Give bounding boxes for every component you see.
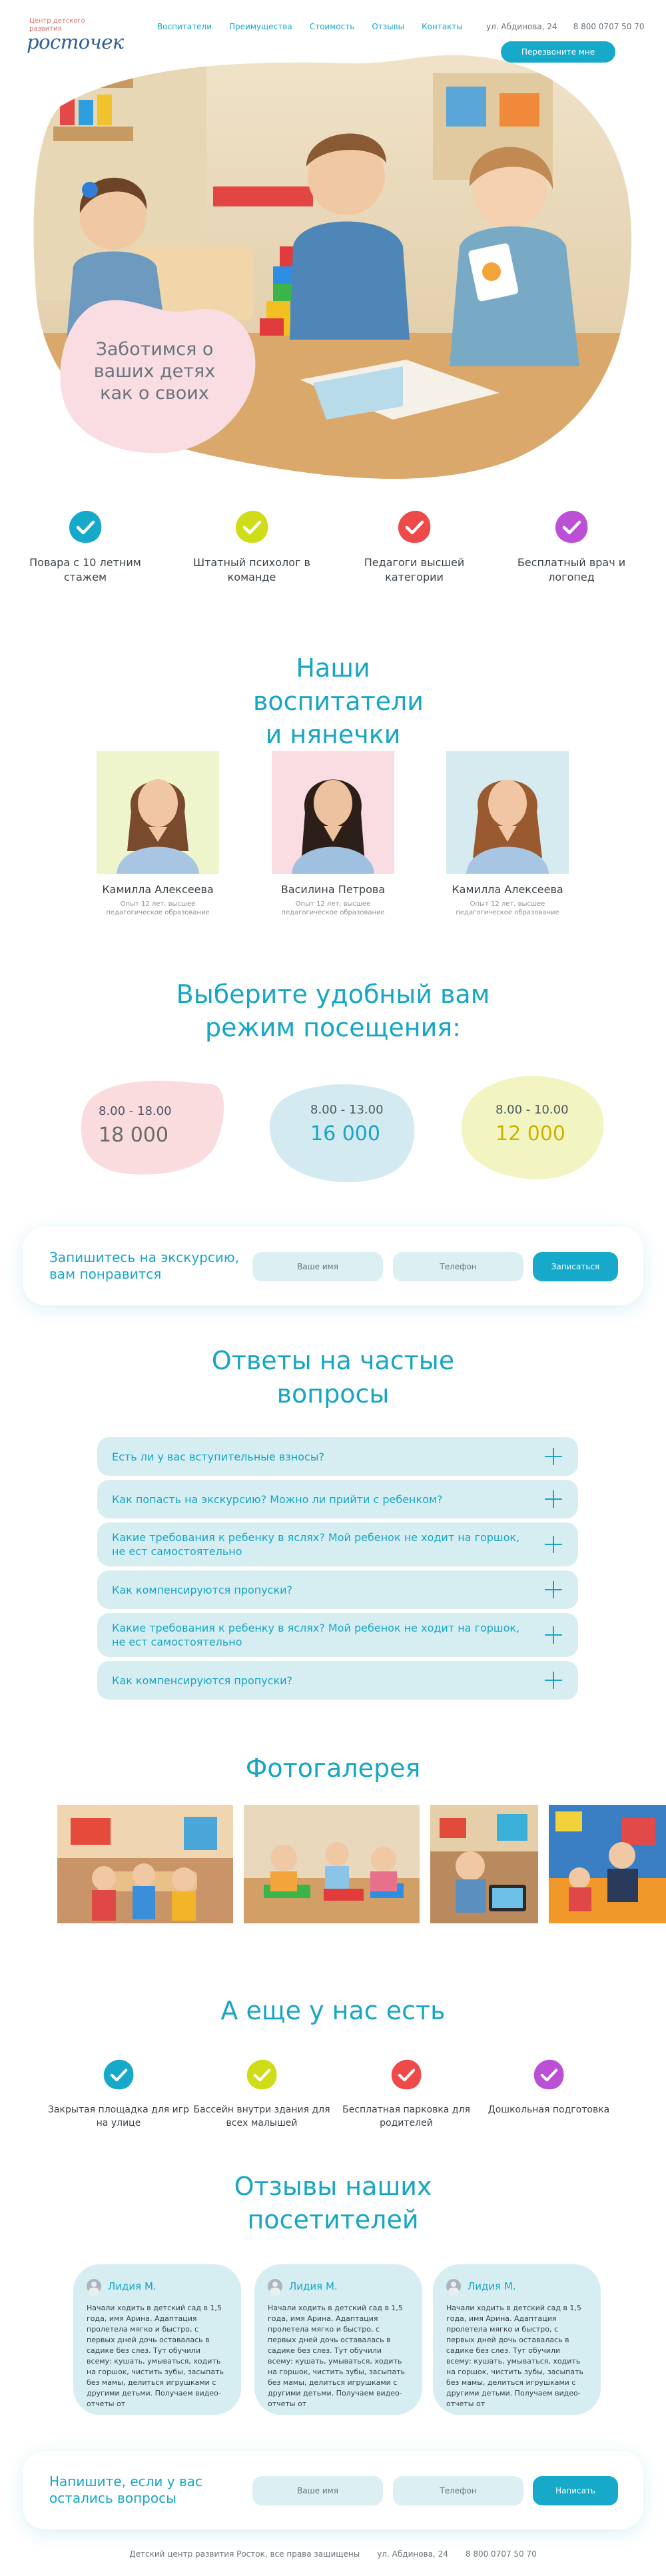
hero-tagline: Заботимся о ваших детях как о своих (93, 339, 216, 404)
teacher-portrait (97, 751, 219, 874)
extra-text: Дошкольная подготовка (488, 2104, 610, 2115)
feature-badge-shape (555, 511, 587, 543)
extra-item (476, 2058, 622, 2116)
question-submit-button[interactable]: Написать (533, 2476, 618, 2505)
footer-copyright: Детский центр развития Росток, все права защищены (129, 2549, 360, 2559)
faq-title: Ответы на частые вопросы (211, 1346, 455, 1409)
nav-item-prices[interactable]: Стоимость (309, 22, 355, 31)
footer-address: ул. Абдинова, 24 (377, 2549, 448, 2559)
price-card[interactable] (99, 1104, 212, 1147)
avatar (268, 2279, 282, 2294)
teacher-portrait (272, 751, 394, 874)
feature-text: Штатный психолог в команде (193, 556, 310, 583)
teachers-title: Наши воспитатели и нянечки (253, 653, 424, 749)
reviews-title: Отзывы наших посетителей (234, 2172, 432, 2234)
plus-icon[interactable] (543, 1489, 563, 1509)
feature-item (505, 509, 638, 585)
feature-badge-shape (69, 511, 101, 543)
check-icon (532, 2058, 565, 2091)
check-icon (396, 509, 432, 545)
avatar (87, 2279, 101, 2294)
logo[interactable]: росточек (27, 31, 124, 53)
review-card (433, 2264, 601, 2415)
name-input[interactable] (252, 1252, 383, 1281)
nav-item-reviews[interactable]: Отзывы (372, 22, 405, 31)
pricing-title: Выберите удобный вам режим посещения: (176, 980, 490, 1042)
check-icon (67, 509, 103, 545)
question-form (23, 2451, 643, 2529)
review-text: Начали ходить в детский сад в 1,5 года, имя Арина. Адаптация пролетела мягко и быстро, с первых дней дочь оставалась в садике без слез. Тут обучили всему: кушать, умываться, ходить на горшок, чистить зубы, засыпать без мамы, делиться игрушками с другими детьми. Получаем видео-отчеты от (268, 2304, 405, 2408)
price-time: 8.00 - 10.00 (496, 1103, 569, 1117)
extra-badge-shape (392, 2060, 422, 2090)
extra-badge-shape (247, 2060, 277, 2090)
check-icon (245, 2058, 278, 2091)
review-author: Лидия М. (289, 2280, 338, 2292)
review-card (254, 2264, 422, 2415)
faq-question: Как компенсируются пропуски? (112, 1583, 293, 1596)
avatar (446, 2279, 461, 2294)
extra-text: Закрытая площадка для игр на улице (48, 2104, 189, 2128)
gallery-image (549, 1805, 666, 1923)
check-icon (102, 2058, 135, 2091)
extra-item (45, 2058, 192, 2130)
question-form-title: Напишите, если у вас остались вопросы (49, 2473, 203, 2506)
teacher-card (441, 751, 574, 917)
check-icon (390, 2058, 423, 2091)
name-input[interactable] (252, 2476, 383, 2505)
extra-badge-shape (534, 2060, 564, 2090)
plus-icon[interactable] (543, 1447, 563, 1466)
price-time: 8.00 - 18.00 (99, 1104, 172, 1118)
feature-badge-shape (236, 511, 268, 543)
feature-item (185, 509, 318, 585)
gallery-photo[interactable] (57, 1805, 233, 1923)
feature-badge-shape (398, 511, 430, 543)
faq-question: Есть ли у вас вступительные взносы? (112, 1450, 324, 1463)
extra-text: Бесплатная парковка для родителей (342, 2104, 470, 2128)
gallery-image (57, 1805, 233, 1923)
plus-icon[interactable] (543, 1625, 563, 1645)
nav-item-contacts[interactable]: Контакты (422, 22, 463, 31)
extra-badge-shape (104, 2060, 134, 2090)
footer (0, 2549, 666, 2559)
price-value: 12 000 (496, 1122, 565, 1145)
extra-item (333, 2058, 480, 2130)
plus-icon[interactable] (543, 1670, 563, 1690)
feature-item (19, 509, 152, 585)
header-contacts (486, 22, 645, 31)
teacher-photo (97, 751, 219, 874)
teacher-name: Василина Петрова (280, 883, 386, 896)
teacher-photo (272, 751, 394, 874)
teacher-card (266, 751, 400, 917)
price-card[interactable] (496, 1103, 595, 1145)
gallery-image (244, 1805, 420, 1923)
review-text: Начали ходить в детский сад в 1,5 года, имя Арина. Адаптация пролетела мягко и быстро, с первых дней дочь оставалась в садике без слез. Тут обучили всему: кушать, умываться, ходить на горшок, чистить зубы, засыпать без мамы, делиться игрушками с другими детьми. Получаем видео-отчеты от (446, 2304, 583, 2408)
teacher-photo (446, 751, 569, 874)
faq-question: Как компенсируются пропуски? (112, 1674, 293, 1687)
teacher-description: Опыт 12 лет, высшее педагогическое образование (456, 900, 559, 916)
logo-caption: Центр детского развития (29, 17, 85, 33)
nav-item-advantages[interactable]: Преимущества (229, 22, 292, 31)
main-nav (157, 22, 463, 31)
feature-text: Повара с 10 летним стажем (29, 556, 141, 583)
check-icon (553, 509, 589, 545)
faq-item[interactable] (97, 1437, 578, 1476)
price-time: 8.00 - 13.00 (310, 1103, 384, 1117)
teacher-name: Камилла Алексеева (102, 883, 214, 896)
review-author: Лидия М. (468, 2280, 516, 2292)
price-value: 18 000 (99, 1124, 168, 1147)
teacher-description: Опыт 12 лет, высшее педагогическое образование (106, 900, 210, 916)
faq-question: Как попасть на экскурсию? Можно ли прийти с ребенком? (112, 1492, 443, 1506)
faq-question: Какие требования к ребенку в яслях? Мой ребенок не ходит на горшок, не ест самостоятельно (112, 1531, 520, 1558)
gallery-image (430, 1805, 538, 1923)
header-phone[interactable]: 8 800 0707 50 70 (573, 22, 645, 31)
extra-text: Бассейн внутри здания для всех малышей (193, 2104, 330, 2128)
faq-item[interactable] (97, 1613, 578, 1657)
review-author: Лидия М. (108, 2280, 157, 2292)
gallery-photo[interactable] (244, 1805, 420, 1923)
extra-item (188, 2058, 335, 2130)
excursion-form (23, 1227, 643, 1305)
teacher-name: Камилла Алексеева (452, 883, 563, 896)
teacher-description: Опыт 12 лет, высшее педагогическое образование (281, 900, 385, 916)
feature-text: Педагоги высшей категории (364, 556, 465, 583)
feature-text: Бесплатный врач и логопед (517, 556, 626, 583)
faq-question: Какие требования к ребенку в яслях? Мой ребенок не ходит на горшок, не ест самостоятельно (112, 1622, 520, 1648)
faq-item[interactable] (97, 1522, 578, 1566)
nav-item-teachers[interactable]: Воспитатели (157, 22, 212, 31)
check-icon (234, 509, 270, 545)
faq-item[interactable] (97, 1480, 578, 1518)
plus-icon[interactable] (543, 1534, 563, 1554)
plus-icon[interactable] (543, 1580, 563, 1600)
excursion-submit-button[interactable]: Записаться (533, 1252, 618, 1281)
faq-item[interactable] (97, 1661, 578, 1700)
review-text: Начали ходить в детский сад в 1,5 года, имя Арина. Адаптация пролетела мягко и быстро, с первых дней дочь оставалась в садике без слез. Тут обучили всему: кушать, умываться, ходить на горшок, чистить зубы, засыпать без мамы, делиться игрушками с другими детьми. Получаем видео-отчеты от (87, 2304, 224, 2408)
review-card (73, 2264, 241, 2415)
header-address: ул. Абдинова, 24 (486, 22, 557, 31)
phone-input[interactable] (393, 2476, 523, 2505)
feature-item (348, 509, 481, 585)
teacher-card (91, 751, 224, 917)
faq-item[interactable] (97, 1570, 578, 1609)
callback-button[interactable]: Перезвоните мне (501, 41, 615, 63)
teacher-portrait (446, 751, 569, 874)
gallery-photo[interactable] (549, 1805, 666, 1923)
price-card[interactable] (310, 1103, 410, 1145)
gallery-photo[interactable] (430, 1805, 538, 1923)
extras-title: А еще у нас есть (220, 1996, 446, 2025)
excursion-form-title: Запишитесь на экскурсию, вам понравится (49, 1249, 240, 1282)
price-value: 16 000 (310, 1122, 380, 1145)
phone-input[interactable] (393, 1252, 523, 1281)
footer-phone[interactable]: 8 800 0707 50 70 (465, 2549, 537, 2559)
gallery-title: Фотогалерея (245, 1754, 421, 1783)
